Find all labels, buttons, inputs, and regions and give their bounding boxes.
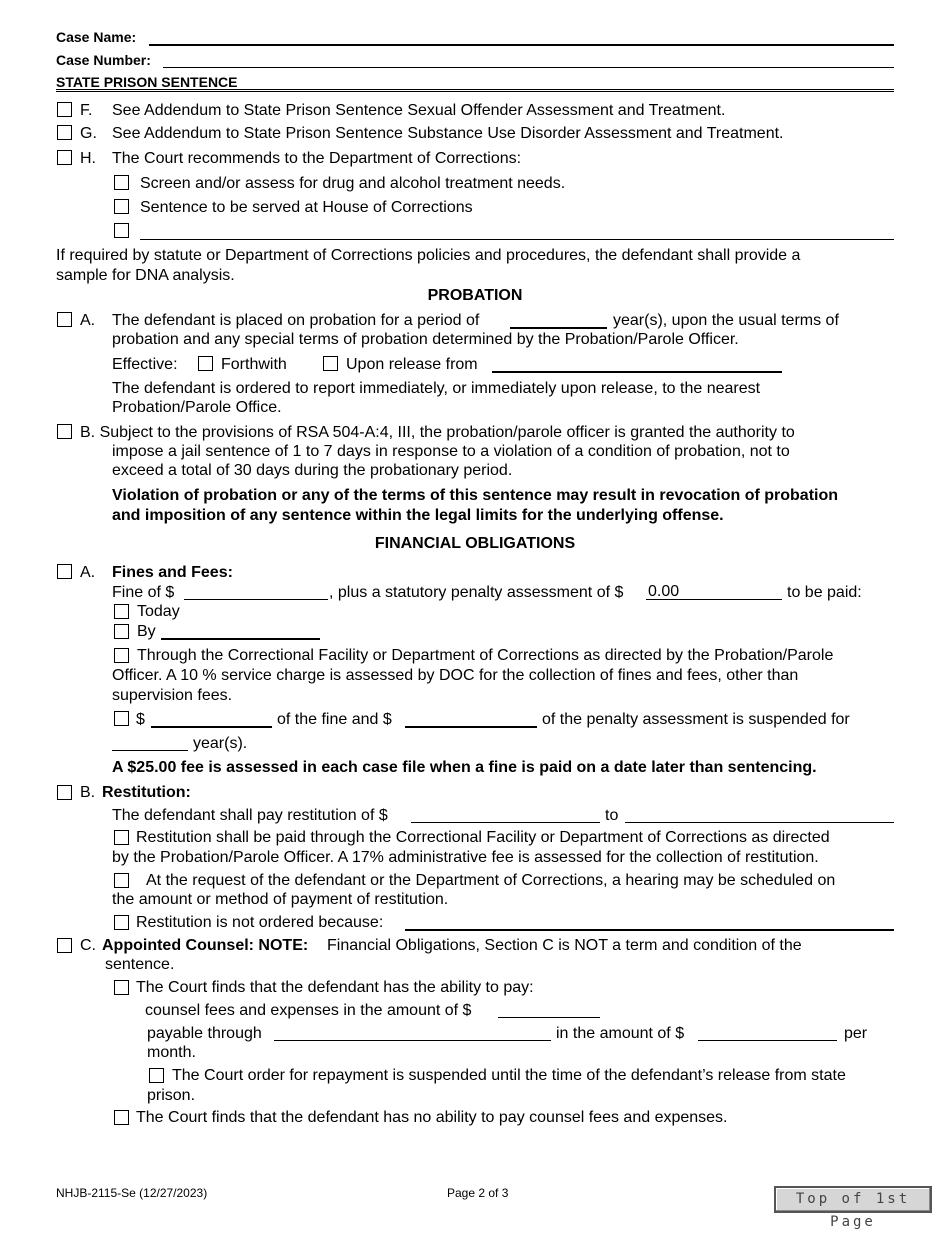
ability-to-pay-checkbox[interactable] — [114, 980, 129, 995]
penalty-amount-field[interactable] — [646, 599, 782, 600]
case-name-label: Case Name: — [56, 29, 137, 45]
probation-a-text-post: year(s), upon the usual terms of — [613, 312, 839, 329]
upon-release-checkbox[interactable] — [323, 356, 338, 371]
fine-amount-field[interactable] — [184, 599, 328, 600]
fine-of-label: Fine of $ — [112, 584, 175, 601]
item-g-letter: G. — [80, 125, 97, 142]
house-of-corrections-checkbox[interactable] — [114, 199, 129, 214]
case-number-label: Case Number: — [56, 52, 151, 68]
monthly-amount-field[interactable] — [698, 1040, 837, 1041]
violation-warning-line2: and imposition of any sentence within the legal limits for the underlying offense. — [112, 507, 724, 524]
probation-b-line2: impose a jail sentence of 1 to 7 days in response to a violation of a condition of probation, not to — [112, 443, 790, 460]
financial-title: FINANCIAL OBLIGATIONS — [374, 535, 576, 552]
through-facility-checkbox[interactable] — [114, 648, 129, 663]
counsel-fees-label: counsel fees and expenses in the amount of $ — [145, 1002, 472, 1019]
item-f-text: See Addendum to State Prison Sentence Sexual Offender Assessment and Treatment. — [112, 102, 726, 119]
restitution-amount-label: The defendant shall pay restitution of $ — [112, 807, 388, 824]
restitution-payee-field[interactable] — [625, 822, 894, 823]
restitution-through-checkbox[interactable] — [114, 830, 129, 845]
counsel-checkbox[interactable] — [57, 938, 72, 953]
item-h-letter: H. — [80, 150, 96, 167]
forthwith-label: Forthwith — [221, 356, 287, 373]
probation-a-text-line2: probation and any special terms of probation determined by the Probation/Parole Officer. — [112, 331, 739, 348]
restitution-through-line2: by the Probation/Parole Officer. A 17% administrative fee is assessed for the collection of restitution. — [112, 849, 819, 866]
probation-title: PROBATION — [427, 287, 523, 304]
per-label: per — [844, 1025, 868, 1042]
other-recommendation-field[interactable] — [140, 239, 894, 240]
restitution-letter: B. — [80, 784, 96, 801]
counsel-letter: C. — [80, 937, 96, 954]
form-id: NHJB-2115-Se (12/27/2023) — [56, 1186, 208, 1200]
effective-label: Effective: — [112, 356, 178, 373]
dna-text-line2: sample for DNA analysis. — [56, 267, 235, 284]
top-of-first-page-button[interactable]: Top of 1st Page — [774, 1186, 932, 1213]
item-g-checkbox[interactable] — [57, 125, 72, 140]
through-facility-line2: Officer. A 10 % service charge is assessed by DOC for the collection of fines and fees, other than — [112, 667, 799, 684]
by-checkbox[interactable] — [114, 624, 129, 639]
probation-b-checkbox[interactable] — [57, 424, 72, 439]
probation-years-field[interactable] — [510, 327, 607, 329]
hearing-line1: At the request of the defendant or the Department of Corrections, a hearing may be scheduled on — [146, 872, 836, 889]
of-fine-and-label: of the fine and $ — [277, 711, 392, 728]
counsel-heading: Appointed Counsel: NOTE: — [102, 937, 309, 954]
ability-to-pay-label: The Court finds that the defendant has the ability to pay: — [136, 979, 534, 996]
restitution-not-ordered-checkbox[interactable] — [114, 915, 129, 930]
item-g-text: See Addendum to State Prison Sentence Substance Use Disorder Assessment and Treatment. — [112, 125, 784, 142]
late-fee-notice: A $25.00 fee is assessed in each case file when a fine is paid on a date later than sentencing. — [112, 759, 817, 776]
hearing-checkbox[interactable] — [114, 873, 129, 888]
item-h-checkbox[interactable] — [57, 150, 72, 165]
probation-a-text-pre: The defendant is placed on probation for a period of — [112, 312, 480, 329]
repayment-suspended-line2: prison. — [147, 1087, 196, 1104]
repayment-suspended-line1: The Court order for repayment is suspended until the time of the defendant’s release from state — [172, 1067, 846, 1084]
screen-assess-text: Screen and/or assess for drug and alcohol treatment needs. — [140, 175, 566, 192]
case-name-field[interactable] — [149, 44, 894, 46]
through-facility-line1: Through the Correctional Facility or Department of Corrections as directed by the Probation/Parole — [137, 647, 834, 664]
probation-a-letter: A. — [80, 312, 96, 329]
hearing-line2: the amount or method of payment of restitution. — [112, 891, 449, 908]
title-underline — [56, 89, 894, 90]
dna-text-line1: If required by statute or Department of Corrections policies and procedures, the defendant shall provide a — [56, 247, 801, 264]
no-ability-label: The Court finds that the defendant has no ability to pay counsel fees and expenses. — [136, 1109, 728, 1126]
suspended-penalty-amount-field[interactable] — [405, 726, 537, 728]
counsel-note: Financial Obligations, Section C is NOT a term and condition of the — [327, 937, 802, 954]
probation-b-line3: exceed a total of 30 days during the probationary period. — [112, 462, 513, 479]
fines-checkbox[interactable] — [57, 564, 72, 579]
fines-letter: A. — [80, 564, 96, 581]
upon-release-label: Upon release from — [346, 356, 478, 373]
in-amount-label: in the amount of $ — [556, 1025, 685, 1042]
report-text-line1: The defendant is ordered to report immediately, or immediately upon release, to the nearest — [112, 380, 761, 397]
no-ability-checkbox[interactable] — [114, 1110, 129, 1125]
upon-release-field[interactable] — [492, 371, 782, 373]
item-f-letter: F. — [80, 102, 93, 119]
today-label: Today — [137, 603, 180, 620]
restitution-to-label: to — [605, 807, 619, 824]
fines-heading: Fines and Fees: — [112, 564, 233, 581]
other-recommendation-checkbox[interactable] — [114, 223, 129, 238]
item-f-checkbox[interactable] — [57, 102, 72, 117]
through-facility-line3: supervision fees. — [112, 687, 233, 704]
penalty-amount-value[interactable]: 0.00 — [648, 583, 680, 600]
suspended-years-field[interactable] — [112, 750, 188, 751]
of-penalty-label: of the penalty assessment is suspended for — [542, 711, 850, 728]
case-number-field[interactable] — [163, 67, 894, 68]
by-label: By — [137, 623, 156, 640]
counsel-fees-amount-field[interactable] — [498, 1017, 600, 1018]
section-title: STATE PRISON SENTENCE — [56, 74, 238, 90]
forthwith-checkbox[interactable] — [198, 356, 213, 371]
house-of-corrections-text: Sentence to be served at House of Corrections — [140, 199, 473, 216]
restitution-checkbox[interactable] — [57, 785, 72, 800]
violation-warning-line1: Violation of probation or any of the terms of this sentence may result in revocation of probation — [112, 487, 839, 504]
to-be-paid-label: to be paid: — [787, 584, 862, 601]
payable-through-label: payable through — [147, 1025, 262, 1042]
probation-a-checkbox[interactable] — [57, 312, 72, 327]
month-label: month. — [147, 1044, 196, 1061]
today-checkbox[interactable] — [114, 604, 129, 619]
suspended-fine-amount-field[interactable] — [151, 726, 272, 728]
restitution-through-line1: Restitution shall be paid through the Correctional Facility or Department of Corrections as directed — [136, 829, 830, 846]
by-date-field[interactable] — [161, 638, 320, 640]
restitution-amount-field[interactable] — [411, 822, 600, 823]
screen-assess-checkbox[interactable] — [114, 175, 129, 190]
payable-through-field[interactable] — [274, 1040, 551, 1041]
title-double-underline — [56, 91, 894, 92]
item-h-text: The Court recommends to the Department of Corrections: — [112, 150, 522, 167]
years-label: year(s). — [193, 735, 248, 752]
probation-b-line1: B. Subject to the provisions of RSA 504-A:4, III, the probation/parole officer is granted the authority to — [80, 424, 795, 441]
restitution-heading: Restitution: — [102, 784, 191, 801]
repayment-suspended-checkbox[interactable] — [149, 1068, 164, 1083]
suspended-fine-checkbox[interactable] — [114, 711, 129, 726]
report-text-line2: Probation/Parole Office. — [112, 399, 282, 416]
restitution-not-ordered-field[interactable] — [405, 929, 894, 931]
page-number: Page 2 of 3 — [447, 1186, 509, 1200]
restitution-not-ordered-label: Restitution is not ordered because: — [136, 914, 384, 931]
suspended-dollar-label: $ — [136, 711, 145, 728]
counsel-note-line2: sentence. — [105, 956, 175, 973]
penalty-label: , plus a statutory penalty assessment of $ — [329, 584, 624, 601]
